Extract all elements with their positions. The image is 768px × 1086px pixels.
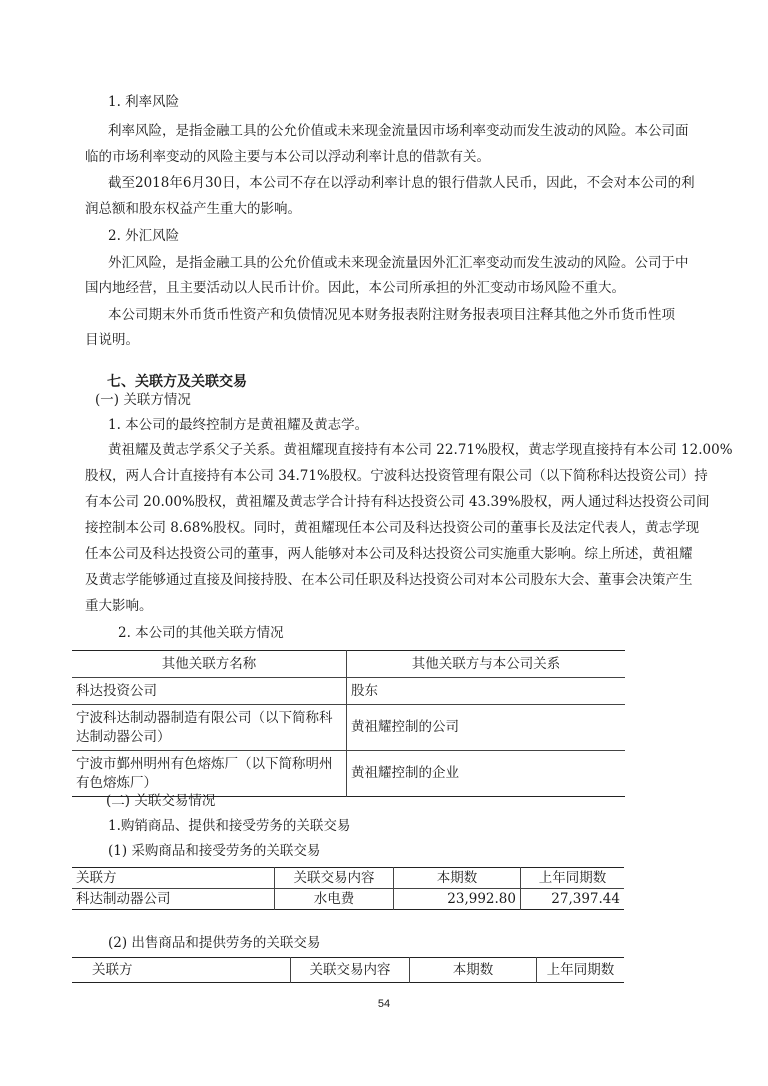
rate-risk-para2-line1: 截至2018年6月30日，本公司不存在以浮动利率计息的银行借款人民币，因此，不会对本公司的利 [108,175,695,191]
controller-para-line1: 黄祖耀及黄志学系父子关系。黄祖耀现直接持有本公司 22.71%股权，黄志学现直接持有本公司 12.00% [108,442,733,458]
table-header-row [72,868,624,889]
party-name [72,705,347,751]
rate-risk-title: 1. 利率风险 [108,94,180,110]
other-related-parties-title: 2. 本公司的其他关联方情况 [118,625,284,641]
table-row [72,889,624,910]
fx-risk-para2-line2: 目说明。 [85,332,139,348]
party-name: 科达投资公司 [72,678,347,705]
sales-table [72,957,624,983]
table-header: 关联交易内容 [291,958,410,983]
related-parties-subheading: (一) 关联方情况 [95,392,191,408]
controller-para-line3: 有本公司 20.00%股权，黄祖耀及黄志学合计持有科达投资公司 43.39%股权，两人通过科达投资公司间 [85,494,710,510]
purchase-table [72,867,624,910]
table-header: 本期数 [410,958,537,983]
rate-risk-para2-line2: 润总额和股东权益产生重大的影响。 [85,201,301,217]
party-relation: 黄祖耀控制的公司 [347,705,626,751]
other-related-parties-table [72,650,625,797]
table-header-row [72,651,625,678]
table-row [72,751,625,797]
table-cell: 23,992.80 [394,889,521,910]
table-header: 其他关联方与本公司关系 [347,651,626,678]
table-header: 其他关联方名称 [161,655,257,672]
party-name-line2: 有色熔炼厂） [76,774,157,791]
fx-risk-para1-line2: 国内地经营，且主要活动以人民币计价。因此，本公司所承担的外汇变动市场风险不重大。 [85,280,625,296]
party-name [72,751,347,797]
fx-risk-title: 2. 外汇风险 [108,228,180,244]
controller-para-line4: 接控制本公司 8.68%股权。同时，黄祖耀现任本公司及科达投资公司的董事长及法定代表人，黄志学现 [85,520,700,536]
party-relation: 黄祖耀控制的企业 [347,751,626,797]
sales-title: (2) 出售商品和提供劳务的关联交易 [108,935,321,951]
table-header: 本期数 [394,868,521,889]
controller-para-line2: 股权，两人合计直接持有本公司 34.71%股权。宁波科达投资管理有限公司（以下简称科达投资公司）持 [85,468,708,484]
table-header: 上年同期数 [521,868,625,889]
party-name-line2: 达制动器公司） [76,728,171,745]
purchase-title: (1) 采购商品和接受劳务的关联交易 [108,843,321,859]
table-cell: 水电费 [275,889,394,910]
controller-para-line7: 重大影响。 [85,598,153,614]
chapter-7-heading: 七、关联方及关联交易 [107,374,247,390]
table-row [72,678,625,705]
controller-para-line6: 及黄志学能够通过直接及间接持股、在本公司任职及科达投资公司对本公司股东大会、董事会决策产生 [85,572,693,588]
table-row [72,705,625,751]
transactions-subheading: (二) 关联交易情况 [106,793,216,809]
party-name-line1: 宁波科达制动器制造有限公司（以下简称科 [76,709,333,726]
table-header: 关联方 [76,869,117,886]
table-cell: 27,397.44 [521,889,625,910]
fx-risk-para2-line1: 本公司期末外币货币性资产和负债情况见本财务报表附注财务报表项目注释其他之外币货币性项 [108,307,675,323]
table-header: 关联方 [92,961,133,978]
page-number: 54 [377,998,391,1010]
party-name-line1: 宁波市鄞州明州有色熔炼厂（以下简称明州 [76,755,333,772]
table-header-row [72,958,624,983]
fx-risk-para1-line1: 外汇风险，是指金融工具的公允价值或未来现金流量因外汇汇率变动而发生波动的风险。公司于中 [108,255,689,271]
controller-title: 1. 本公司的最终控制方是黄祖耀及黄志学。 [108,417,369,433]
transactions-title: 1.购销商品、提供和接受劳务的关联交易 [108,818,351,834]
table-header: 关联交易内容 [275,868,394,889]
party-relation: 股东 [347,678,626,705]
table-header: 上年同期数 [537,958,625,983]
table-cell: 科达制动器公司 [72,889,275,910]
controller-para-line5: 任本公司及科达投资公司的董事，两人能够对本公司及科达投资公司实施重大影响。综上所述，黄祖耀 [85,546,693,562]
rate-risk-para1-line2: 临的市场利率变动的风险主要与本公司以浮动利率计息的借款有关。 [85,149,490,165]
rate-risk-para1-line1: 利率风险，是指金融工具的公允价值或未来现金流量因市场利率变动而发生波动的风险。本公司面 [108,123,689,139]
